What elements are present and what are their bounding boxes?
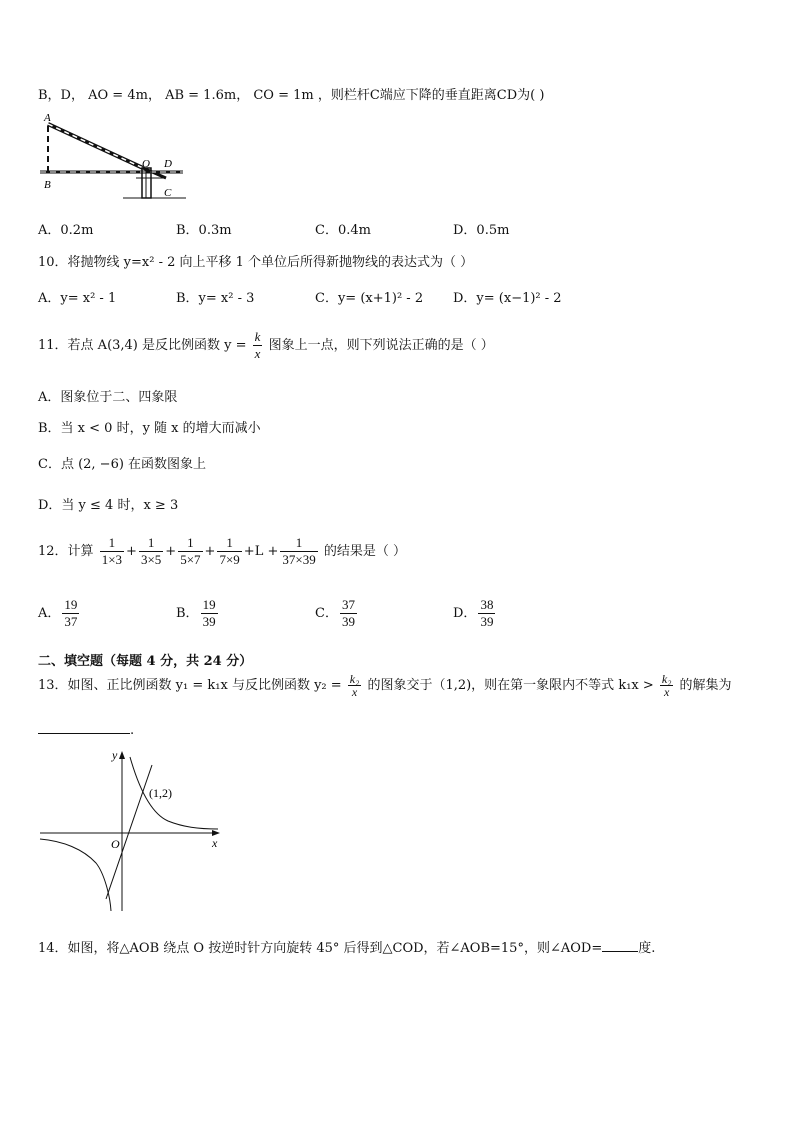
q12-term: $\frac{1}{37\times 39}$	[282, 535, 316, 567]
q14-text-b: 度.	[638, 941, 656, 956]
q11-option-c[interactable]: C．点 (2, −6) 在函数图象上	[38, 457, 207, 472]
q12-prefix: 12．计算	[38, 544, 94, 559]
q13-text-a: 13．如图、正比例函数 y₁ = k₁x 与反比例函数 y₂ =	[38, 678, 342, 693]
q9-label-a: A	[44, 112, 51, 124]
q13-line-y1	[106, 765, 152, 899]
q13-label-x: x	[212, 836, 218, 850]
q9-option-d[interactable]: D．0.5m	[453, 223, 510, 238]
q13-fraction-2: $\frac{\text{k₂}}{x}$	[661, 672, 672, 699]
q12-option-d[interactable]: D． $\frac{38}{39}$	[453, 597, 494, 629]
q12-term: $\frac{1}{7\times 9}$	[219, 535, 240, 567]
q14-answer-blank[interactable]	[602, 939, 638, 952]
q13-label-point: (1,2)	[149, 786, 172, 800]
q13-text-c: 的解集为	[679, 678, 732, 693]
q9-pole-ao	[48, 124, 143, 168]
q14-text-a: 14．如图，将△AOB 绕点 O 按逆时针方向旋转 45° 后得到△COD，若∠AOB=15°，则∠AOD=	[38, 941, 603, 956]
q13-answer-blank[interactable]	[38, 721, 130, 734]
q9-suffix: ，则栏杆C端应下降的垂直距离CD为( )	[317, 88, 545, 103]
q9-option-c[interactable]: C．0.4m	[315, 223, 371, 238]
q9-co: CO = 1m	[253, 88, 314, 103]
q12-option-c[interactable]: C． $\frac{37}{39}$	[315, 597, 355, 629]
q13-text-b: 的图象交于（1,2)，则在第一象限内不等式 k₁x >	[367, 678, 654, 693]
q9-option-b[interactable]: B．0.3m	[176, 223, 232, 238]
q12-option-b[interactable]: B． $\frac{19}{39}$	[176, 597, 216, 629]
q9-ab: AB = 1.6m	[165, 88, 237, 103]
q11-option-a[interactable]: A．图象位于二、四象限	[38, 390, 178, 405]
q13-label-y: y	[112, 748, 118, 762]
q12-ellipsis: L	[254, 544, 264, 559]
q11-text-a: 11．若点 A(3,4) 是反比例函数 y =	[38, 338, 247, 353]
q12-term: $\frac{1}{3\times 5}$	[140, 535, 162, 567]
q9-option-a[interactable]: A．0.2m	[38, 223, 94, 238]
q12-option-a[interactable]: A． $\frac{19}{37}$	[38, 597, 78, 629]
q12-term: $\frac{1}{1\times 3}$	[101, 535, 123, 567]
q13-hyperbola-q1	[130, 757, 218, 829]
q11-option-b[interactable]: B．当 x < 0 时，y 随 x 的增大而减小	[38, 421, 261, 436]
q13-hyperbola-q3	[40, 839, 111, 911]
q13-graph	[38, 745, 228, 915]
q13-stem	[38, 673, 732, 698]
q9-figure	[38, 110, 188, 205]
q11-option-d[interactable]: D．当 y ≤ 4 时，x ≥ 3	[38, 498, 179, 513]
q11-text-b: 图象上一点，则下列说法正确的是（ ）	[268, 338, 494, 353]
q11-fraction: $\frac{k}{x}$	[254, 329, 261, 361]
section-title: 二、填空题（每题 4 分，共 24 分）	[38, 654, 253, 669]
q12-suffix: 的结果是（ ）	[323, 544, 406, 559]
q10-option-b[interactable]: B．y= x² - 3	[176, 291, 255, 306]
q9-prefix: B，D，	[38, 88, 84, 103]
q10-option-a[interactable]: A．y= x² - 1	[38, 291, 117, 306]
q13-answer-line[interactable]	[38, 721, 134, 738]
q10-option-c[interactable]: C．y= (x+1)² - 2	[315, 291, 424, 306]
q10-option-d[interactable]: D．y= (x−1)² - 2	[453, 291, 562, 306]
q14-stem	[38, 937, 655, 956]
q9-label-d: D	[164, 158, 172, 170]
q13-label-origin: O	[111, 837, 120, 851]
q11-stem	[38, 329, 494, 362]
q9-stem: B，D， AO = 4m， AB = 1.6m， CO = 1m ，则栏杆C端应下降的垂直距离CD为( )	[38, 88, 545, 103]
q9-label-c: C	[164, 187, 172, 199]
q9-label-b: B	[44, 179, 51, 191]
q10-stem: 10．将抛物线 y=x² - 2 向上平移 1 个单位后所得新抛物线的表达式为（ ）	[38, 255, 474, 270]
q13-fraction: $\frac{\text{k₂}}{x}$	[349, 672, 360, 699]
q9-ao: AO = 4m	[88, 88, 148, 103]
q12-term: $\frac{1}{5\times 7}$	[180, 535, 201, 567]
q13-end: .	[130, 723, 135, 738]
q12-stem: 12．计算 $\frac{1}{1\times 3}$ + $\frac{1}{3\times 5}$ + $\frac{1}{5\times 7}$ + $\frac{1}{7\times 9}$ +L + $\frac{1}{37\times 39}$ 的结果是（ ）	[38, 535, 406, 567]
q9-label-o: O	[142, 158, 150, 170]
